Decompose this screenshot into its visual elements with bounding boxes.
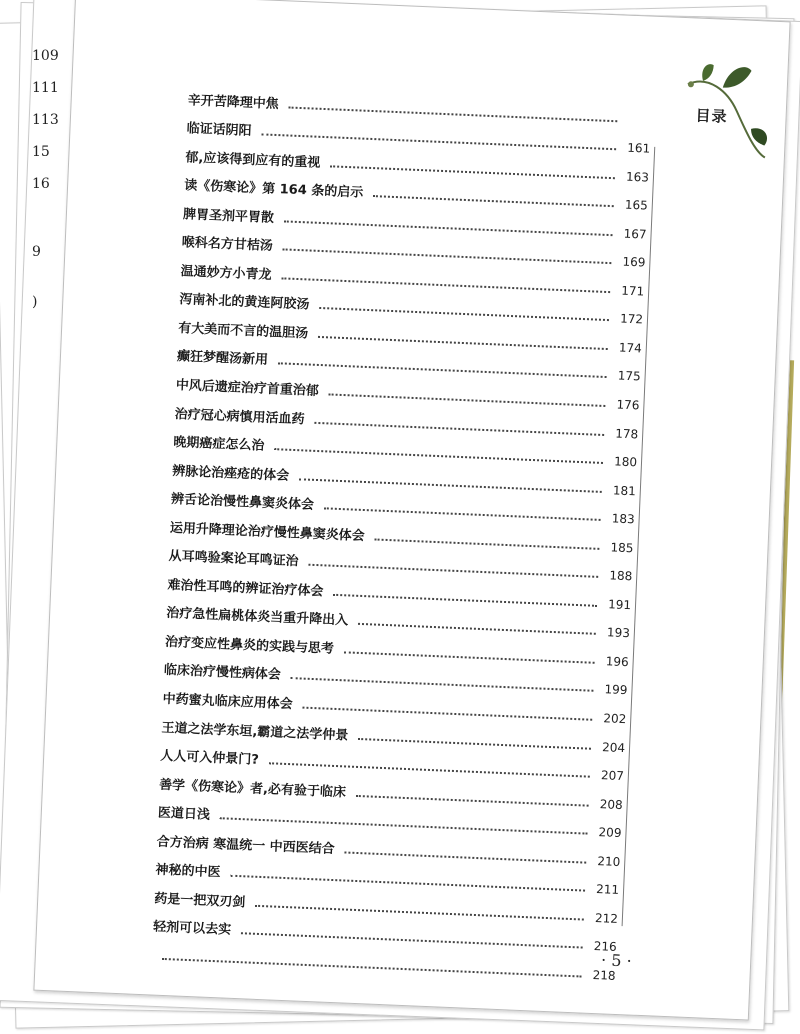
toc-entry-page: 202: [603, 711, 627, 727]
toc-entry-page: 183: [611, 511, 635, 527]
toc-entry-page: 175: [617, 368, 641, 384]
toc-entry-page: 178: [615, 426, 639, 441]
toc-entry-title: 神秘的中医: [155, 862, 221, 881]
dot-leader: [162, 957, 582, 978]
toc-entry-title: 癫狂梦醒汤新用: [176, 349, 269, 369]
page-number: · 5 ·: [600, 950, 633, 971]
toc-entry-title: 晚期癌症怎么治: [173, 435, 265, 454]
toc-entry-title: 运用升降理论治疗慢性鼻窦炎体会: [169, 520, 366, 544]
previous-page-number: 9: [32, 244, 41, 260]
toc-entry-page: 181: [612, 483, 637, 499]
toc-entry-title: 治疗冠心病慎用活血药: [174, 406, 305, 427]
toc-entry-page: 188: [609, 568, 633, 584]
toc-entry-page: 204: [601, 739, 626, 755]
toc-entry-page: 180: [613, 454, 638, 470]
toc-entry-page: 185: [610, 540, 634, 556]
toc-entry-page: 171: [621, 283, 645, 299]
toc-entry-page: 163: [625, 169, 650, 185]
toc-entry-title: 临证话阴阳: [186, 121, 252, 140]
section-title: 目录: [695, 106, 728, 126]
toc-entry-title: 有大美而不言的温胆汤: [177, 320, 309, 342]
toc-entry-page: 176: [616, 397, 640, 413]
toc-entry-page: 172: [619, 311, 644, 327]
previous-page-number: 111: [32, 80, 59, 96]
toc-entry-page: 212: [594, 910, 619, 926]
toc-entry-title: 从耳鸣验案论耳鸣证治: [168, 549, 299, 570]
toc-entry-title: 辨脉论治痤疮的体会: [171, 463, 290, 484]
toc-entry-title: 郁,应该得到应有的重视: [185, 149, 321, 171]
toc-entry-title: 温通妙方小青龙: [180, 263, 272, 283]
toc-entry-page: 161: [626, 140, 651, 156]
toc-entry-title: 治疗变应性鼻炎的实践与思考: [164, 634, 335, 657]
toc-entry-page: 210: [597, 853, 621, 869]
toc-entry-title: 中药蜜丸临床应用体会: [162, 691, 293, 713]
toc-entry-page: 196: [605, 654, 629, 670]
toc-entry-title: 脾胃圣剂平胃散: [182, 206, 275, 226]
toc-entry-title: 医道日浅: [157, 805, 211, 824]
toc-entry-page: 211: [595, 882, 620, 898]
toc-entry-page: 169: [622, 254, 646, 270]
toc-entry-title: 喉科名方甘桔汤: [181, 235, 274, 255]
toc-entry-page: 207: [600, 768, 625, 784]
toc-entry-page: 216: [593, 939, 617, 955]
toc-entry-title: 轻剂可以去实: [152, 919, 232, 939]
previous-page-number: ): [32, 294, 38, 310]
toc-entry-title: 善学《伤寒论》者,必有验于临床: [158, 777, 347, 801]
toc-entry-page: 209: [598, 825, 622, 841]
toc-entry-page: 165: [624, 197, 649, 213]
toc-entry-page: 167: [623, 226, 647, 242]
toc-page: [33, 0, 790, 1021]
toc-entry-page: 193: [606, 625, 631, 641]
previous-page-number: 15: [32, 144, 50, 160]
previous-page-number: 109: [32, 48, 59, 64]
toc-entry-title: 辛开苦降理中焦: [187, 92, 280, 112]
table-of-contents: [152, 79, 657, 983]
toc-entry-page: 218: [592, 967, 616, 983]
toc-entry-title: 辨舌论治慢性鼻窦炎体会: [170, 492, 315, 514]
toc-entry-title: 难治性耳鸣的辨证治疗体会: [167, 577, 324, 600]
toc-entry-page: 199: [604, 682, 628, 698]
toc-entry-page: 191: [607, 597, 632, 613]
toc-entry-title: 泻南补北的黄连阿胶汤: [179, 292, 310, 313]
previous-page-number: 16: [32, 176, 50, 192]
toc-entry-title: 治疗急性扁桃体炎当重升降出入: [165, 606, 349, 629]
previous-page-number: 113: [32, 112, 59, 128]
toc-entry-title: 中风后遗症治疗首重治郁: [175, 378, 320, 400]
toc-entry-title: 临床治疗慢性病体会: [163, 663, 282, 684]
toc-entry-title: 人人可入仲景门?: [159, 748, 260, 768]
toc-entry-page: 174: [618, 340, 643, 356]
toc-entry-title: 合方治病 寒温统一 中西医结合: [156, 834, 335, 857]
toc-entry-title: 药是一把双刃剑: [154, 891, 246, 911]
toc-entry-title: 王道之法学东垣,霸道之法学仲景: [161, 720, 349, 744]
toc-entry-page: 208: [599, 796, 623, 812]
toc-entry-title: 读《伤寒论》第 164 条的启示: [183, 178, 364, 201]
